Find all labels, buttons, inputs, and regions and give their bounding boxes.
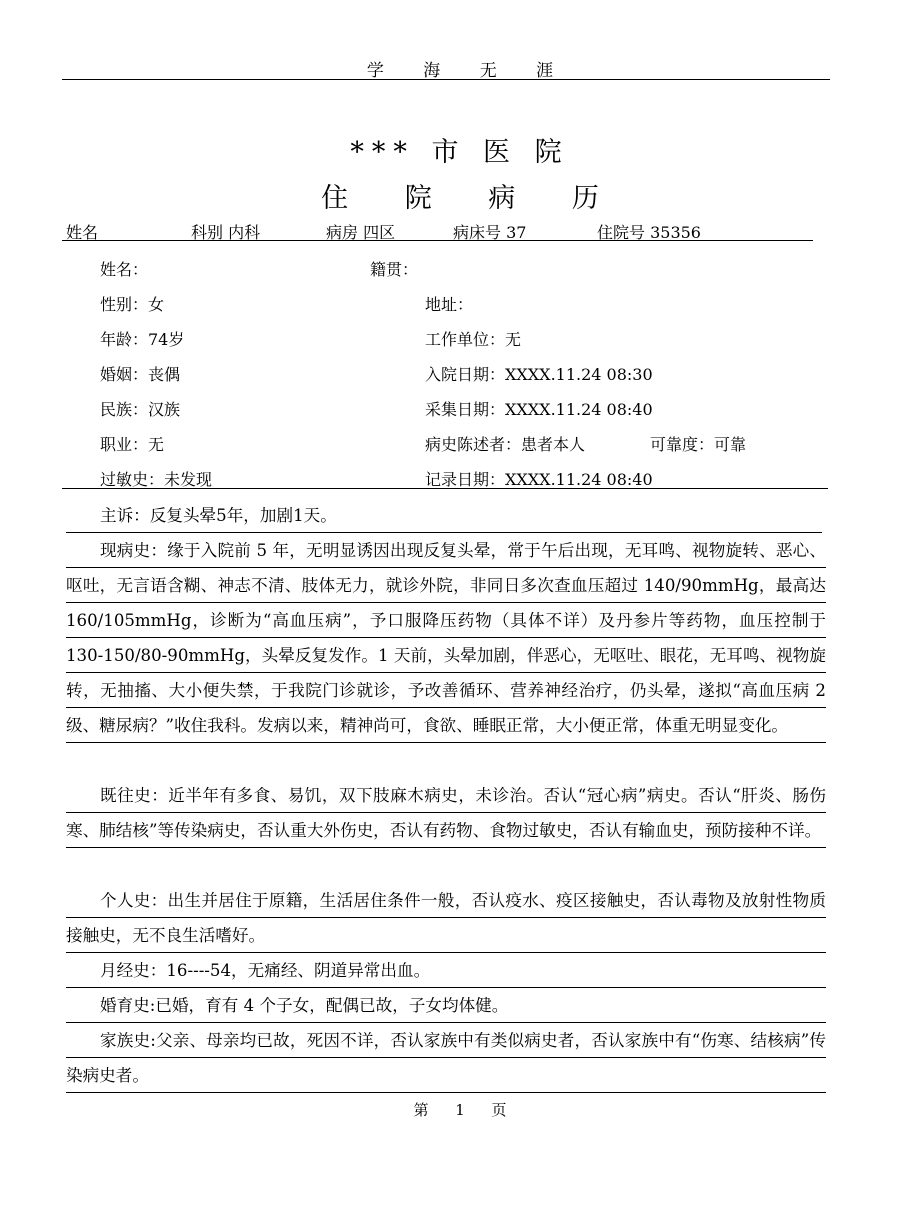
info-admission-number: 住院号 35356 xyxy=(597,223,701,242)
field-allergy-history: 过敏史：未发现 xyxy=(100,470,213,489)
info-name-label: 姓名 xyxy=(66,223,99,242)
field-marital-status: 婚姻：丧偶 xyxy=(100,365,181,384)
hospital-title: *** 市 医 院 xyxy=(350,137,570,168)
field-admission-date: 入院日期：XXXX.11.24 08:30 xyxy=(425,365,653,384)
family-history-section xyxy=(66,1023,826,1093)
marriage-history-section xyxy=(66,988,826,1023)
info-department: 科别 内科 xyxy=(191,223,261,242)
field-occupation: 职业：无 xyxy=(100,435,165,454)
field-workplace: 工作单位：无 xyxy=(425,330,522,349)
present-illness-section xyxy=(66,533,826,743)
field-age: 年龄：74岁 xyxy=(100,330,185,349)
personal-history-section xyxy=(66,883,826,953)
menstrual-history-section xyxy=(66,953,826,988)
running-header: 学 海 无 涯 xyxy=(366,61,571,81)
menstrual-history-text: 月经史：16----54，无痛经、阴道异常出血。 xyxy=(100,961,431,980)
family-history-text: 家族史:父亲、母亲均已故，死因不详，否认家族中有类似病史者，否认家族中有“伤寒、结核病”传染病史者。 xyxy=(66,1031,826,1085)
field-native-place: 籍贯： xyxy=(370,260,419,279)
field-reliability: 可靠度：可靠 xyxy=(650,435,747,454)
field-ethnicity: 民族：汉族 xyxy=(100,400,181,419)
chief-complaint-section xyxy=(66,498,826,533)
field-name: 姓名： xyxy=(100,260,149,279)
marriage-history-text: 婚育史:已婚，育有 4 个子女，配偶已故，子女均体健。 xyxy=(100,996,509,1015)
past-history-section xyxy=(66,778,826,848)
present-illness-text: 现病史：缘于入院前 5 年，无明显诱因出现反复头晕，常于午后出现，无耳鸣、视物旋转、恶心、呕吐，无言语含糊、神志不清、肢体无力，就诊外院，非同日多次查血压超过 140/90mmHg，最高达 160/105mmHg，诊断为“高血压病”，予口服降压药物（具体不详）及丹参片等药物，血压控制于 130-150/80-90mmHg，头晕反复发作。1 天前，头晕加剧，伴恶心，无呕吐、眼花，无耳鸣、视物旋转，无抽搐、大小便失禁，于我院门诊就诊，予改善循环、营养神经治疗，仍头晕，遂拟“高血压病 2 级、糖尿病？”收住我科。发病以来，精神尚可，食欲、睡眠正常，大小便正常，体重无明显变化。 xyxy=(66,541,826,735)
personal-history-text: 个人史：出生并居住于原籍，生活居住条件一般，否认疫水、疫区接触史，否认毒物及放射性物质接触史，无不良生活嗜好。 xyxy=(66,891,826,945)
document-title: 住 院 病 历 xyxy=(321,183,623,214)
past-history-text: 既往史：近半年有多食、易饥，双下肢麻木病史，未诊治。否认“冠心病”病史。否认“肝炎、肠伤寒、肺结核”等传染病史，否认重大外伤史，否认有药物、食物过敏史，否认有输血史，预防接种不详。 xyxy=(66,786,826,840)
field-record-date: 记录日期：XXXX.11.24 08:40 xyxy=(425,470,653,489)
field-sex: 性别：女 xyxy=(100,295,165,314)
chief-complaint: 主诉：反复头晕5年，加剧1天。 xyxy=(66,498,822,533)
page-number: 第 1 页 xyxy=(413,1101,507,1119)
info-bed-number: 病床号 37 xyxy=(453,223,527,242)
field-history-narrator: 病史陈述者：患者本人 xyxy=(425,435,586,454)
info-ward: 病房 四区 xyxy=(326,223,396,242)
info-row-underline xyxy=(62,240,813,241)
fields-bottom-rule xyxy=(62,488,828,489)
field-collection-date: 采集日期：XXXX.11.24 08:40 xyxy=(425,400,653,419)
header-rule xyxy=(62,79,830,80)
field-address: 地址： xyxy=(425,295,474,314)
